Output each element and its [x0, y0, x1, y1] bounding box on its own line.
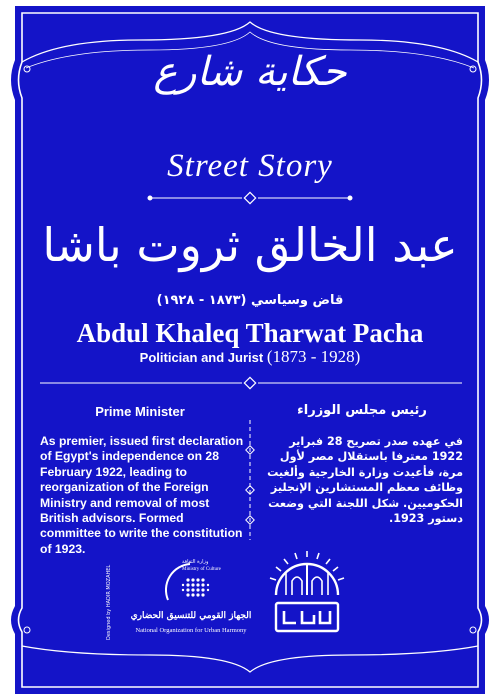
years-english: (1873 - 1928)	[266, 347, 361, 366]
person-name-english: Abdul Khaleq Tharwat Pacha	[76, 318, 424, 348]
designer-credit: Designed by HADIR MOZAHEL	[106, 564, 112, 640]
person-role-english	[0, 348, 500, 365]
title-arabic: حكاية شارع	[153, 49, 347, 95]
left-column-heading: Prime Minister	[95, 404, 185, 419]
person-name-arabic: عبد الخالق ثروت باشا	[42, 218, 458, 272]
title-english: Street Story	[167, 148, 333, 184]
right-column-heading: رئيس مجلس الوزراء	[297, 403, 427, 418]
right-column-body: في عهده صدر تصريح 28 فبراير 1922 معترفا باستقلال مصر لأول مرة، فأعيدت وزارة الخارجية وألغيت وظائف معظم المستشارين الإنجليز الحكوميين. شكل اللجنة التي وضعت دستور 1923.	[267, 435, 463, 526]
cairo-governorate-emblem-icon	[262, 551, 352, 637]
person-role-arabic: قاض وسياسي (١٨٧٣ - ١٩٢٨)	[156, 293, 344, 308]
ministry-label-english: Ministry of Culture	[182, 567, 221, 572]
left-column-body: As premier, issued first declaration of Egypt's independence on 28 February 1922, leading to reorganization of the Foreign Ministry and removal of most British advisors. Formed committee to write the constitution of 1923.	[40, 434, 244, 556]
role-english-label: Politician and Jurist	[139, 350, 264, 365]
organization-name-english: National Organization for Urban Harmony	[135, 627, 247, 634]
ministry-label-arabic: وزارة الثقافة	[182, 559, 209, 565]
organization-name-arabic: الجهاز القومي للتنسيق الحضاري	[130, 611, 252, 621]
